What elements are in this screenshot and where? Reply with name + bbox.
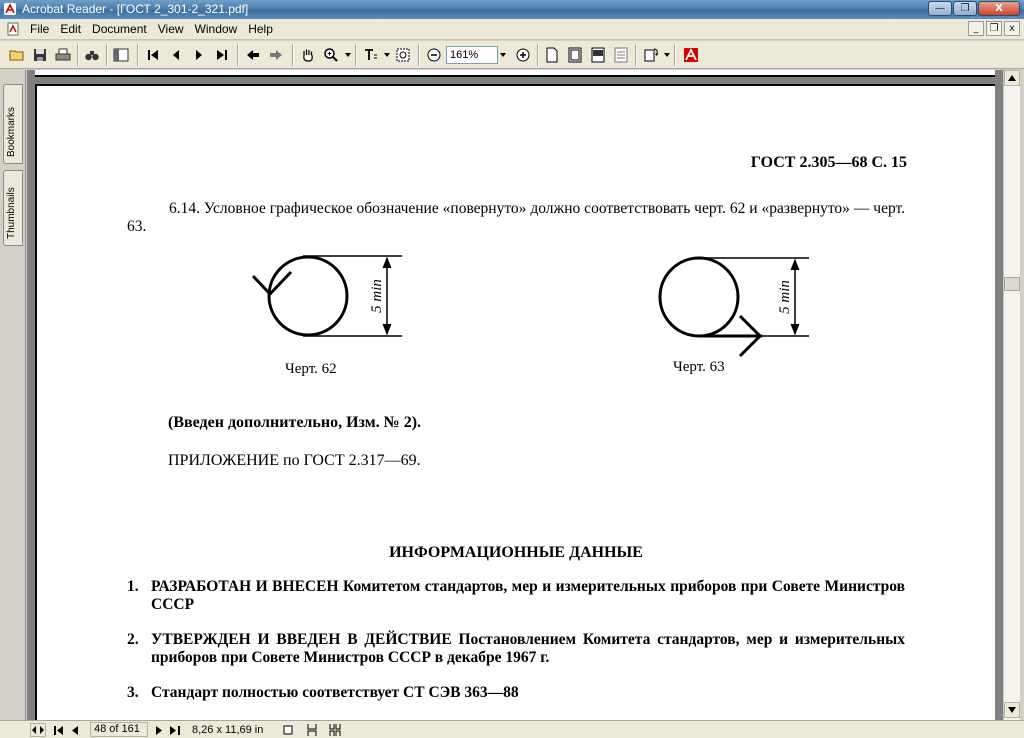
info-item (127, 631, 905, 667)
fit-page-button[interactable] (565, 45, 585, 65)
navigation-pane (0, 70, 26, 720)
previous-page-bottom (35, 70, 995, 77)
first-page-button[interactable] (143, 45, 163, 65)
last-page-small-icon (170, 726, 180, 735)
go-back-button[interactable] (243, 45, 263, 65)
binoculars-icon (84, 47, 100, 63)
pdf-page (35, 84, 995, 724)
scroll-up-icon (1008, 75, 1016, 81)
text-select-tool-button[interactable] (361, 45, 381, 65)
print-icon (55, 47, 71, 63)
rotate-view-dropdown-icon[interactable] (664, 53, 670, 57)
figure-62-dimension: 5 min (369, 279, 385, 313)
open-button[interactable] (7, 45, 27, 65)
first-page-icon (145, 47, 161, 63)
fit-width-icon (590, 47, 606, 63)
zoom-out-icon (426, 47, 442, 63)
status-bar (0, 720, 1024, 738)
added-note: (Введен дополнительно, Изм. № 2). (168, 414, 422, 431)
info-item-number: 2. (127, 631, 139, 648)
menu-file[interactable]: File (30, 22, 50, 36)
fit-visible-icon (613, 47, 629, 63)
thumbnails-tab-label: Thumbnails (6, 187, 17, 239)
split-pane-button[interactable] (30, 723, 46, 737)
figure-63-caption: Черт. 63 (673, 359, 725, 375)
page-size-label: 8,26 x 11,69 in (192, 724, 264, 736)
status-last-page-button[interactable] (168, 723, 182, 737)
figure-62-caption: Черт. 62 (285, 361, 337, 377)
next-page-button[interactable] (189, 45, 209, 65)
info-item-lead: РАЗРАБОТАН И ВНЕСЕН (151, 578, 339, 595)
adobe-logo-icon (683, 47, 699, 63)
menu-edit[interactable]: Edit (60, 22, 82, 36)
facing-pages-icon (329, 724, 341, 736)
scroll-up-button[interactable] (1004, 70, 1020, 86)
doc-minimize-button[interactable]: _ (968, 21, 984, 36)
restore-button[interactable]: ❐ (953, 1, 977, 16)
show-hide-navigation-button[interactable] (111, 45, 131, 65)
thumbnails-tab[interactable] (3, 170, 23, 246)
go-forward-button[interactable] (266, 45, 286, 65)
info-item (127, 684, 905, 702)
last-page-icon (214, 47, 230, 63)
text-select-dropdown-icon[interactable] (384, 53, 390, 57)
figure-63-dimension: 5 min (777, 280, 793, 314)
bookmarks-tab[interactable] (3, 84, 23, 164)
print-button[interactable] (53, 45, 73, 65)
hand-tool-button[interactable] (298, 45, 318, 65)
zoom-in-icon (323, 47, 339, 63)
figure-62-drawing (243, 256, 403, 356)
save-button[interactable] (30, 45, 50, 65)
next-page-icon (191, 47, 207, 63)
zoom-input[interactable]: 161% (446, 46, 498, 64)
text-select-icon (363, 47, 379, 63)
fit-page-icon (567, 47, 583, 63)
vertical-scrollbar[interactable] (1003, 70, 1020, 720)
doc-close-button[interactable]: x (1004, 21, 1020, 36)
menu-view[interactable]: View (157, 22, 184, 36)
fit-visible-button[interactable] (611, 45, 631, 65)
actual-size-icon (544, 47, 560, 63)
continuous-layout-button[interactable] (305, 723, 319, 737)
document-window-controls (968, 21, 1020, 36)
acrobat-app-icon (3, 2, 17, 16)
close-button[interactable]: X (978, 1, 1020, 16)
menu-list (30, 22, 284, 36)
navigation-pane-icon (113, 47, 129, 63)
info-item-body (127, 578, 905, 614)
single-page-icon (283, 725, 293, 735)
split-arrows-icon (32, 726, 44, 734)
info-section-title: ИНФОРМАЦИОННЫЕ ДАННЫЕ (389, 544, 643, 561)
window-controls (928, 1, 1020, 17)
appendix-note: ПРИЛОЖЕНИЕ по ГОСТ 2.317—69. (168, 452, 421, 469)
find-button[interactable] (82, 45, 102, 65)
status-next-page-button[interactable] (152, 723, 166, 737)
document-view[interactable] (27, 70, 1003, 720)
zoom-out-button[interactable] (424, 45, 444, 65)
zoom-tool-button[interactable] (321, 45, 341, 65)
snapshot-icon (395, 47, 411, 63)
adobe-online-button[interactable] (681, 45, 701, 65)
page-number-field[interactable]: 48 of 161 (90, 722, 148, 737)
previous-page-small-icon (72, 726, 78, 735)
continuous-page-icon (307, 724, 317, 736)
info-item-lead: УТВЕРЖДЕН И ВВЕДЕН В ДЕЙСТВИЕ (151, 631, 452, 648)
single-page-layout-button[interactable] (281, 723, 295, 737)
info-item-lead: Стандарт полностью соответствует СТ СЭВ 363—88 (151, 684, 519, 701)
zoom-in-button[interactable] (513, 45, 533, 65)
document-icon[interactable] (6, 22, 20, 36)
window-title: Acrobat Reader - [ГОСТ 2_301-2_321.pdf] (22, 2, 249, 16)
info-item-text: Комитетом стандартов, мер и измерительных приборов при Совете Министров СССР (151, 578, 905, 613)
zoom-in-circle-icon (515, 47, 531, 63)
save-icon (32, 47, 48, 63)
last-page-button[interactable] (212, 45, 232, 65)
rotate-page-icon (643, 47, 659, 63)
info-item (127, 578, 905, 614)
menu-help[interactable]: Help (248, 22, 273, 36)
figure-63-drawing (627, 256, 793, 356)
snapshot-tool-button[interactable] (393, 45, 413, 65)
menu-window[interactable]: Window (194, 22, 238, 36)
first-page-small-icon (54, 726, 64, 735)
info-item-body (127, 631, 905, 667)
info-item-body (127, 684, 905, 702)
bookmarks-tab-label: Bookmarks (6, 106, 17, 157)
zoom-dropdown-icon[interactable] (500, 53, 506, 57)
minimize-button[interactable]: — (928, 1, 952, 16)
page-header: ГОСТ 2.305—68 С. 15 (750, 154, 907, 171)
zoom-tool-dropdown-icon[interactable] (345, 53, 351, 57)
menu-bar (0, 19, 1024, 40)
fit-width-button[interactable] (588, 45, 608, 65)
forward-arrow-icon (268, 47, 284, 63)
rotate-view-button[interactable] (641, 45, 661, 65)
open-folder-icon (9, 47, 25, 63)
scroll-down-button[interactable] (1004, 702, 1020, 718)
previous-page-button[interactable] (166, 45, 186, 65)
menu-document[interactable]: Document (92, 22, 147, 36)
title-bar (0, 0, 1024, 19)
actual-size-button[interactable] (542, 45, 562, 65)
paragraph-6-14: 6.14. Условное графическое обозначение «повернуто» должно соответствовать черт. 62 и «развернуто» — черт. 63. (127, 200, 905, 235)
next-page-small-icon (156, 726, 162, 735)
status-first-page-button[interactable] (52, 723, 66, 737)
scroll-down-icon (1008, 707, 1016, 713)
facing-layout-button[interactable] (328, 723, 342, 737)
doc-restore-button[interactable]: ❐ (986, 21, 1002, 36)
scroll-thumb[interactable] (1004, 277, 1020, 291)
previous-page-icon (168, 47, 184, 63)
info-item-number: 3. (127, 684, 139, 701)
info-item-text: Постановлением Комитета стандартов, мер и измерительных приборов при Совете Министров СССР в декабре 1967 г. (151, 631, 905, 666)
status-previous-page-button[interactable] (68, 723, 82, 737)
info-item-number: 1. (127, 578, 139, 595)
toolbar (0, 41, 1024, 69)
back-arrow-icon (245, 47, 261, 63)
hand-icon (300, 47, 316, 63)
